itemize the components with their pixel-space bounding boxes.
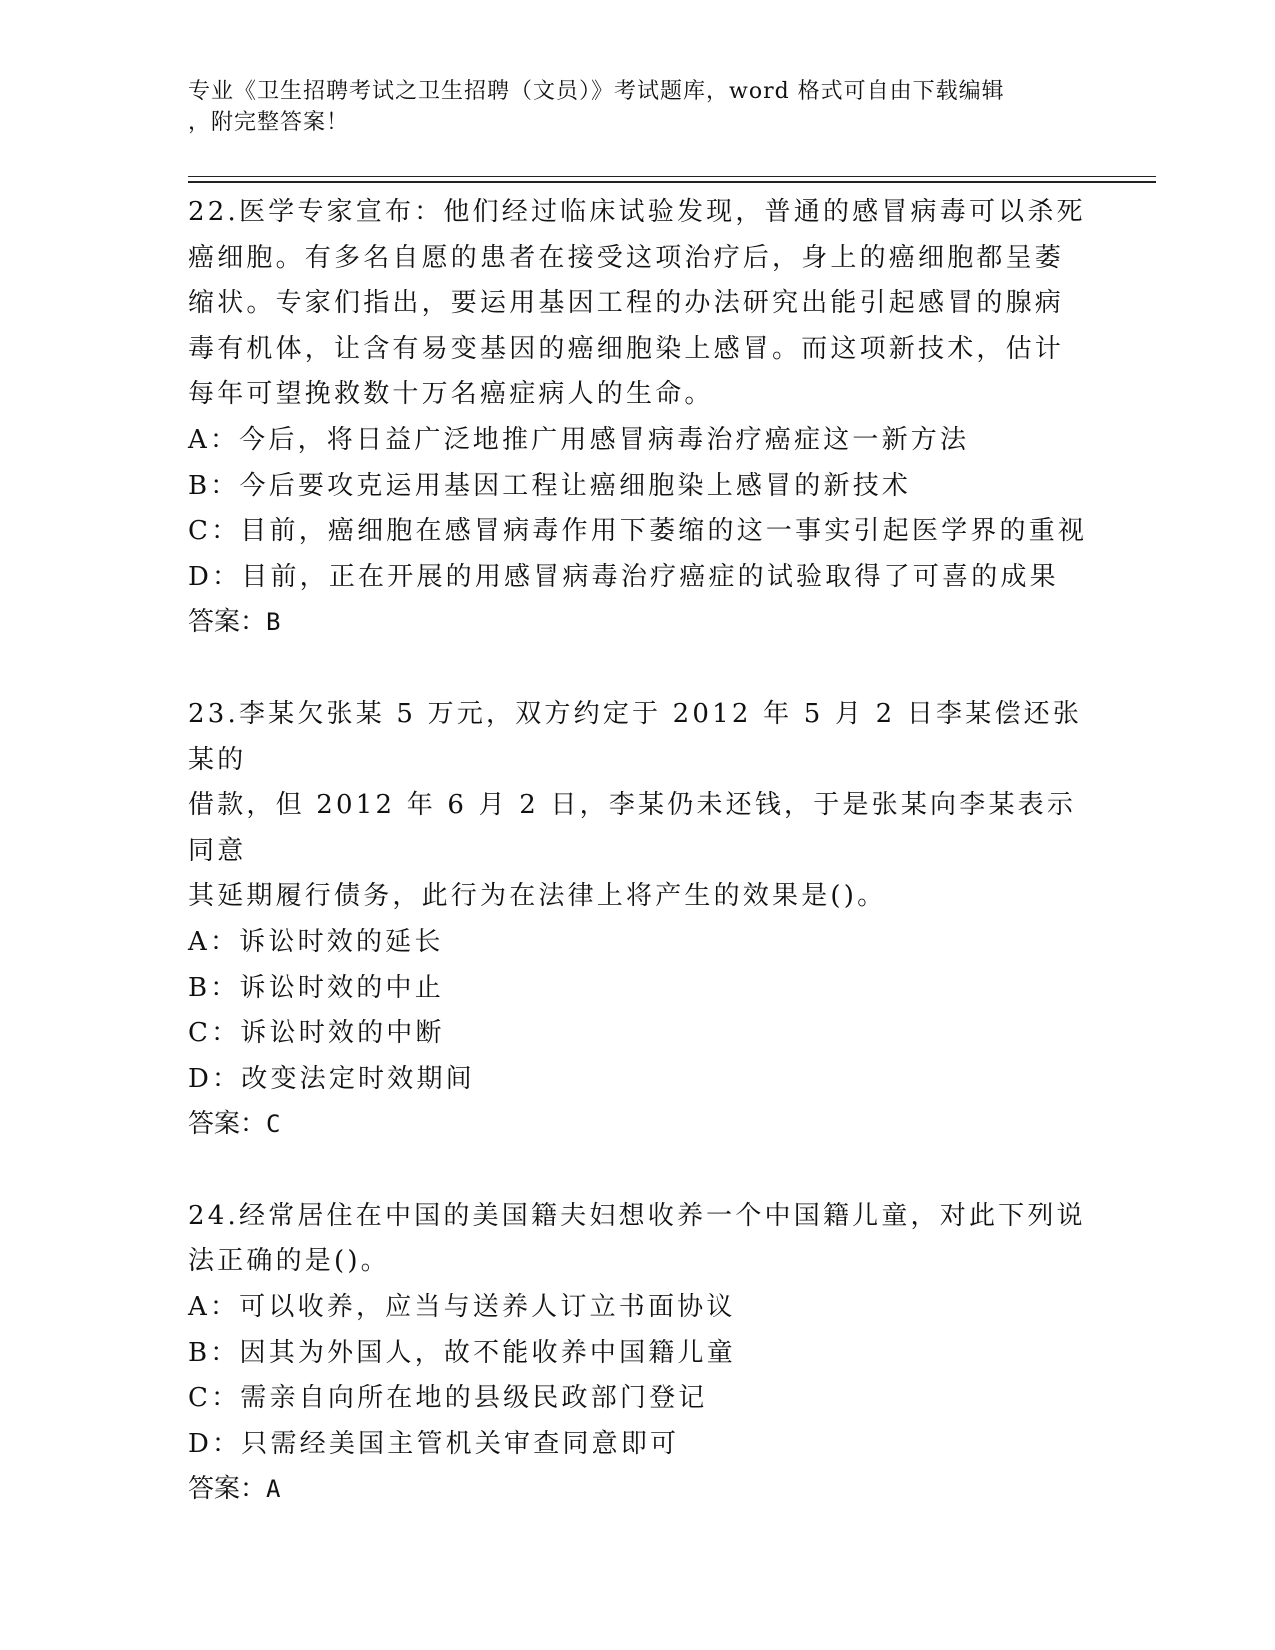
- option-d: D：只需经美国主管机关审查同意即可: [188, 1428, 680, 1459]
- question-22: [188, 190, 1088, 646]
- question-24: [188, 1194, 1088, 1513]
- question-stem-line: 癌细胞。有多名自愿的患者在接受这项治疗后，身上的癌细胞都呈萎: [188, 242, 1065, 273]
- question-stem-line: 法正确的是()。: [188, 1246, 390, 1277]
- option-a: A：可以收养，应当与送养人订立书面协议: [188, 1292, 736, 1323]
- header-line-2: ，附完整答案！: [188, 110, 350, 135]
- option-c: C：目前，癌细胞在感冒病毒作用下萎缩的这一事实引起医学界的重视: [188, 516, 1088, 547]
- answer-value: A: [266, 1475, 281, 1504]
- option-a: A：今后，将日益广泛地推广用感冒病毒治疗癌症这一新方法: [188, 424, 970, 455]
- question-stem-line: 24.经常居住在中国的美国籍夫妇想收养一个中国籍儿童，对此下列说: [188, 1200, 1086, 1231]
- option-c: C：需亲自向所在地的县级民政部门登记: [188, 1383, 708, 1414]
- answer-value: B: [266, 608, 281, 637]
- question-stem-line: 每年可望挽救数十万名癌症病人的生命。: [188, 379, 714, 410]
- question-stem-line: 其延期履行债务，此行为在法律上将产生的效果是()。: [188, 881, 887, 912]
- header-rule-thin: [188, 176, 1156, 177]
- option-b: B：今后要攻克运用基因工程让癌细胞染上感冒的新技术: [188, 470, 912, 501]
- question-list: [188, 190, 1088, 1559]
- answer-label: 答案：: [188, 1109, 267, 1140]
- answer-value: C: [266, 1110, 281, 1139]
- option-d: D：目前，正在开展的用感冒病毒治疗癌症的试验取得了可喜的成果: [188, 561, 1059, 592]
- page-header: [188, 76, 1068, 138]
- question-stem-line: 23.李某欠张某 5 万元，双方约定于 2012 年 5 月 2 日李某偿还张某的: [188, 698, 1083, 775]
- question-stem-line: 22.医学专家宣布：他们经过临床试验发现，普通的感冒病毒可以杀死: [188, 197, 1086, 227]
- question-stem-line: 缩状。专家们指出，要运用基因工程的办法研究出能引起感冒的腺病: [188, 288, 1065, 319]
- answer-label: 答案：: [188, 1474, 267, 1505]
- option-a: A：诉讼时效的延长: [188, 926, 444, 957]
- option-c: C：诉讼时效的中断: [188, 1018, 445, 1049]
- answer-line: [188, 1467, 1088, 1513]
- header-rule-thick: [188, 181, 1156, 183]
- option-d: D：改变法定时效期间: [188, 1063, 475, 1094]
- answer-label: 答案：: [188, 607, 267, 638]
- option-b: B：因其为外国人，故不能收养中国籍儿童: [188, 1337, 736, 1368]
- answer-line: [188, 600, 1088, 646]
- option-b: B：诉讼时效的中止: [188, 972, 444, 1003]
- question-23: [188, 692, 1088, 1148]
- answer-line: [188, 1102, 1088, 1148]
- header-line-1: 专业《卫生招聘考试之卫生招聘（文员）》考试题库，word 格式可自由下载编辑: [188, 79, 1005, 104]
- question-stem-line: 借款，但 2012 年 6 月 2 日，李某仍未还钱，于是张某向李某表示同意: [188, 790, 1077, 866]
- question-stem-line: 毒有机体，让含有易变基因的癌细胞染上感冒。而这项新技术，估计: [188, 333, 1065, 364]
